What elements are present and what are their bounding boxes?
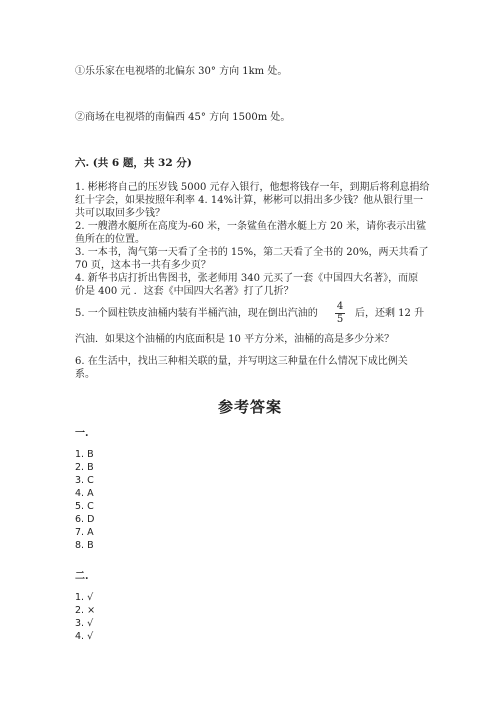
answer-item: 7. A xyxy=(75,527,94,538)
question-direction-1: ①乐乐家在电视塔的北偏东 30° 方向 1km 处。 xyxy=(75,66,288,77)
answer-item: 1. B xyxy=(75,449,94,460)
problem-line: 红十字会，如果按照年利率 4. 14%计算，彬彬可以捐出多少钱？他从银行里一 xyxy=(75,195,424,206)
answer-item: 4. √ xyxy=(75,631,94,642)
problem-line: 价是 400 元 ．这套《中国四大名著》打了几折？ xyxy=(75,286,294,297)
problem-5-part2: 后，还剩 12 升 xyxy=(355,308,425,319)
fraction-denominator: 5 xyxy=(336,314,344,325)
problem-5-part1: 5. 一个圆柱铁皮油桶内装有半桶汽油，现在倒出汽油的 xyxy=(75,308,318,319)
answer-item: 5. C xyxy=(75,501,94,512)
question-direction-2: ②商场在电视塔的南偏西 45° 方向 1500m 处。 xyxy=(75,112,291,123)
answer-item: 3. C xyxy=(75,475,94,486)
problem-line: 共可以取回多少钱？ xyxy=(75,208,165,219)
answer-item: 2. × xyxy=(75,605,96,616)
answer-item: 2. B xyxy=(75,462,94,473)
answer-item: 6. D xyxy=(75,514,95,525)
section-six-title: 六. (共 6 题，共 32 分) xyxy=(75,157,192,169)
answer-item: 3. √ xyxy=(75,618,94,629)
answer-part1-heading: 一. xyxy=(75,428,89,439)
answer-key-title: 参考答案 xyxy=(218,398,283,416)
problem-line: 70 页，这本书一共有多少页？ xyxy=(75,260,211,271)
problem-line: 2. 一艘潜水艇所在高度为-60 米，一条鲨鱼在潜水艇上方 20 米，请你表示出鲨 xyxy=(75,221,427,232)
fraction-numerator: 4 xyxy=(336,301,344,312)
problem-5-line2: 汽油．如果这个油桶的内底面积是 10 平方分米，油桶的高是多少分米？ xyxy=(75,334,395,345)
problem-line: 4. 新华书店打折出售图书，张老师用 340 元买了一套《中国四大名著》，而原 xyxy=(75,273,419,284)
fraction-four-fifths xyxy=(333,301,347,326)
answer-item: 1. √ xyxy=(75,592,94,603)
problem-line: 1. 彬彬将自己的压岁钱 5000 元存入银行，他想将钱存一年，到期后将利息捐给 xyxy=(75,182,430,193)
problem-line: 系。 xyxy=(75,369,95,380)
answer-item: 8. B xyxy=(75,540,94,551)
problem-line: 鱼所在的位置。 xyxy=(75,234,145,245)
problem-line: 3. 一本书，淘气第一天看了全书的 15%，第二天看了全书的 20%，两天共看了 xyxy=(75,247,429,258)
answer-item: 4. A xyxy=(75,488,94,499)
problem-line: 6. 在生活中，找出三种相关联的量，并写明这三种量在什么情况下成比例关 xyxy=(75,356,408,367)
answer-part2-heading: 二. xyxy=(75,571,89,582)
